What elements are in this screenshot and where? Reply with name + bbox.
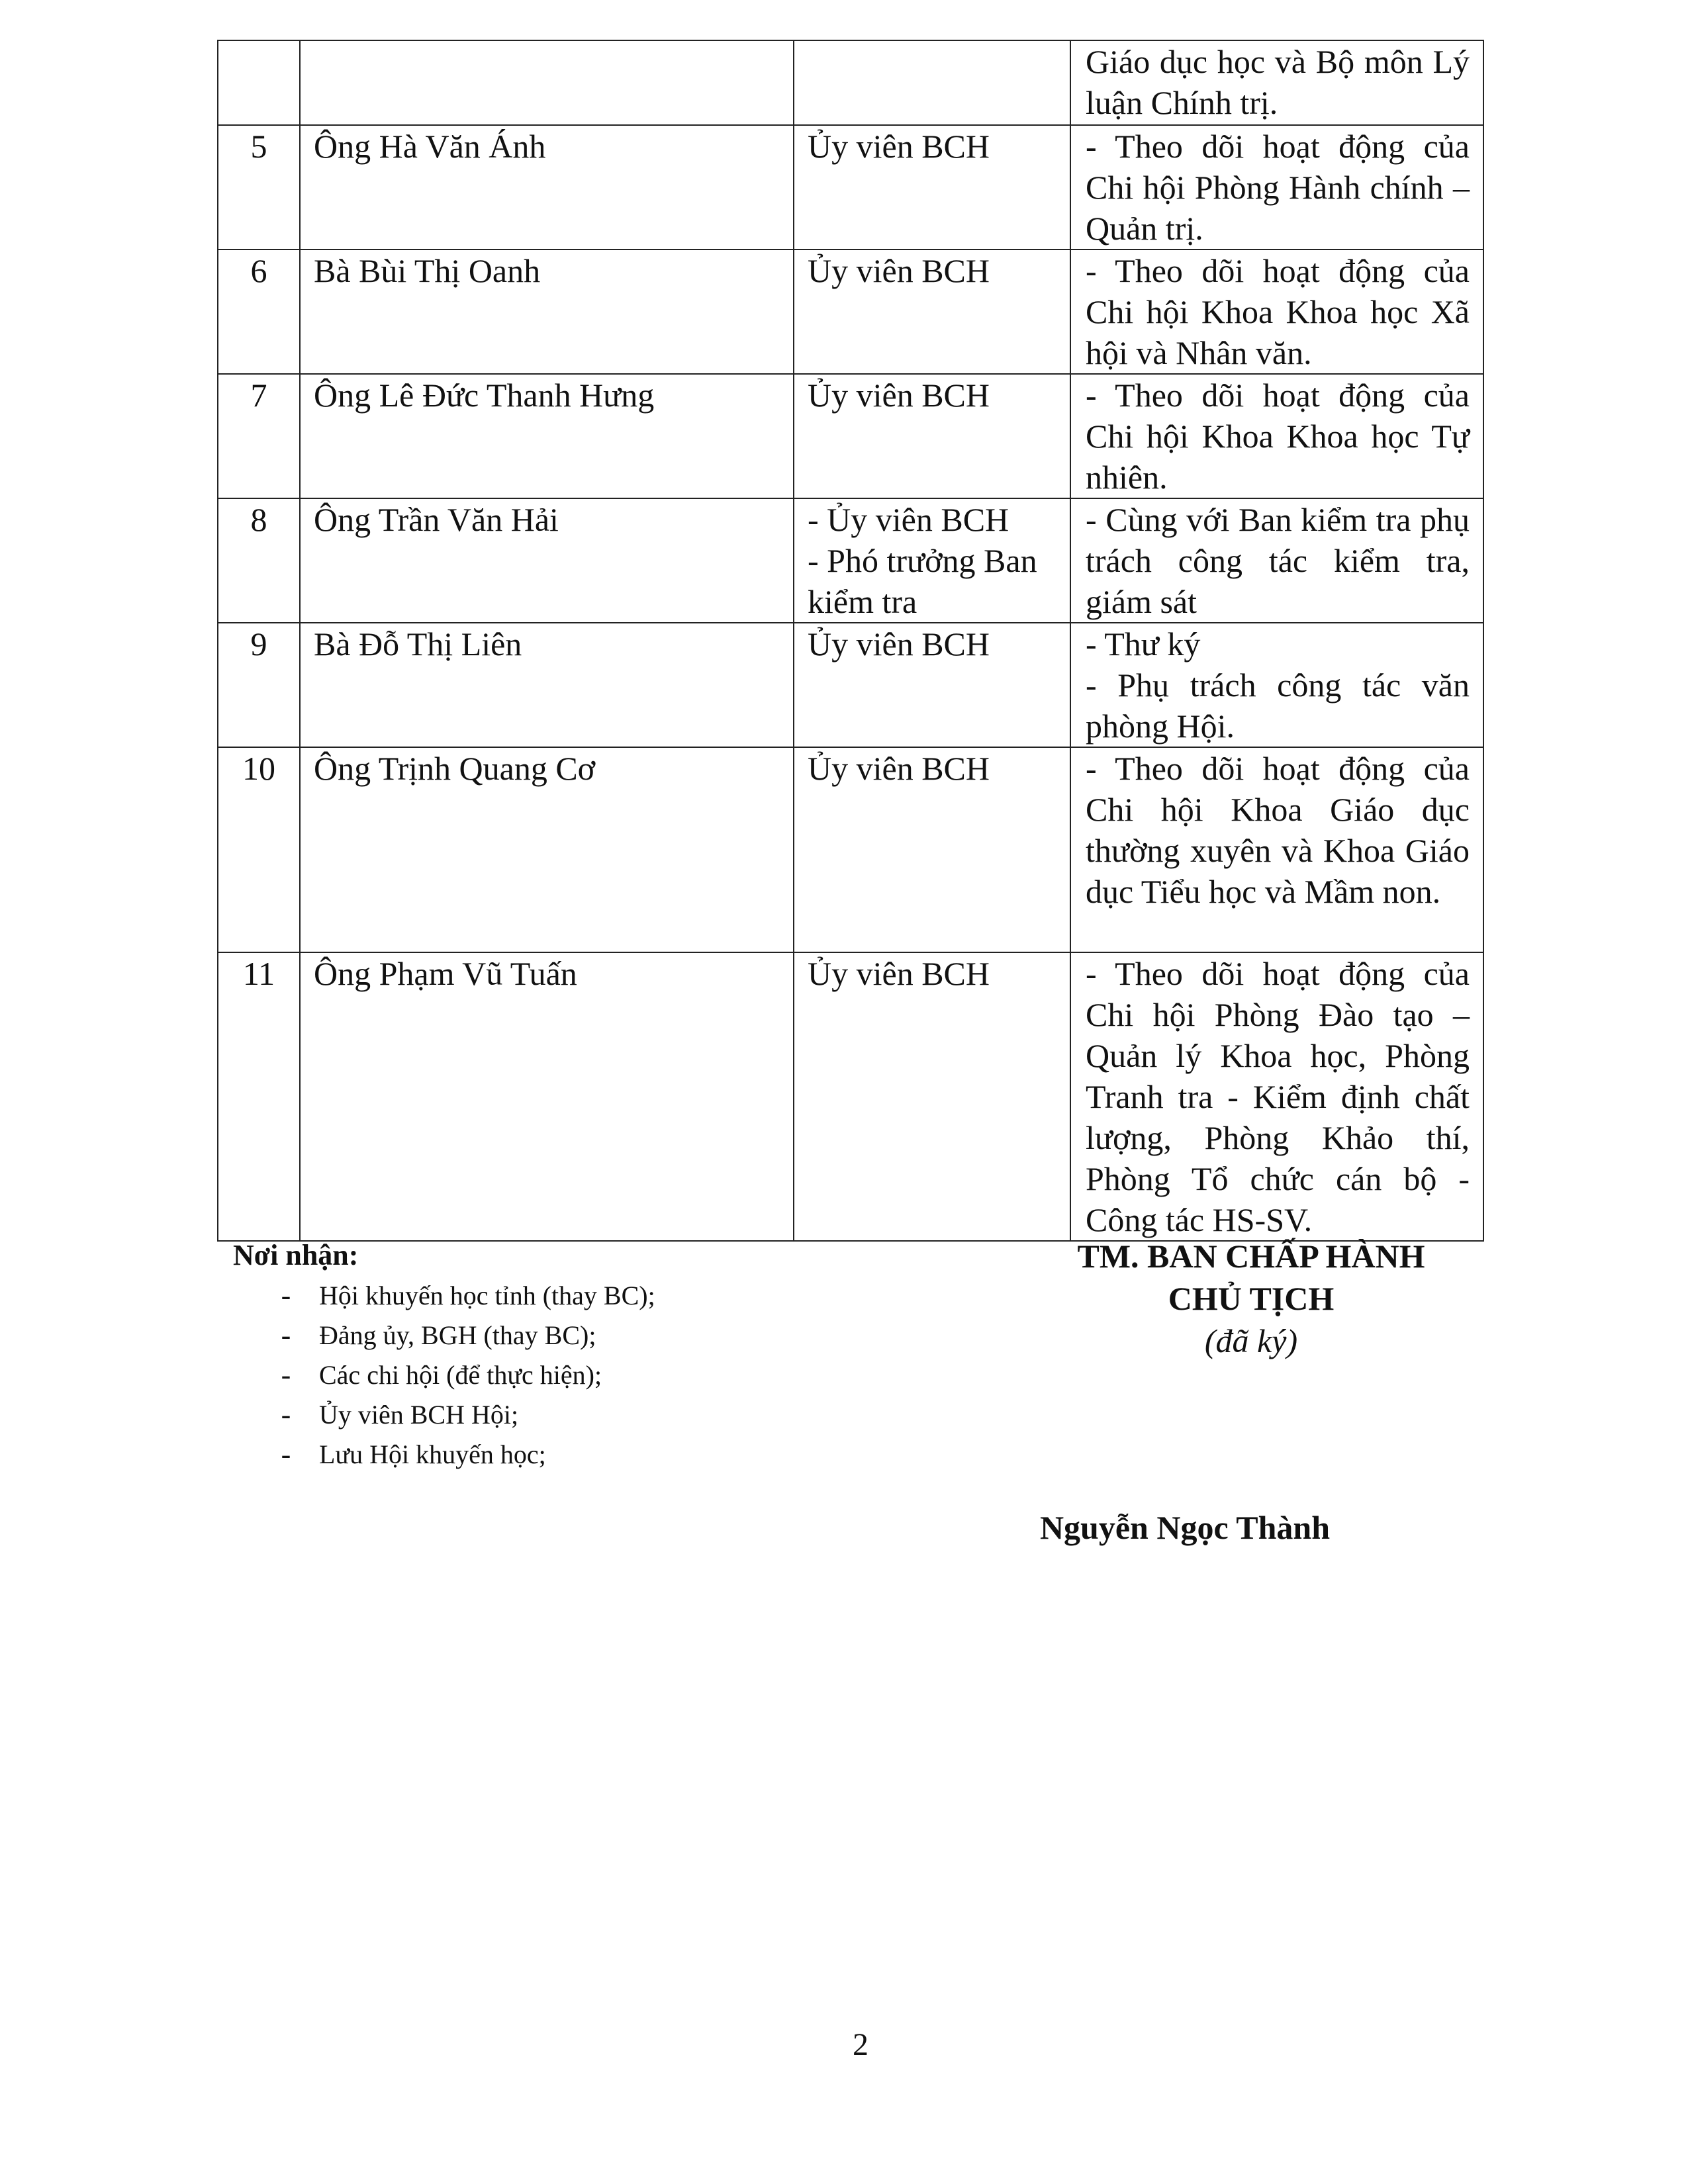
task-line: - Phụ trách công tác văn phòng Hội. xyxy=(1086,666,1470,745)
committee-table xyxy=(217,40,1484,1242)
cell-stt: 8 xyxy=(218,498,300,623)
list-item xyxy=(233,1355,829,1395)
table-row xyxy=(218,747,1483,952)
task-line: - Theo dõi hoạt động của Chi hội Khoa Khoa học Tự nhiên. xyxy=(1086,377,1470,496)
cell-stt: 9 xyxy=(218,623,300,747)
cell-role xyxy=(794,250,1070,374)
cell-name xyxy=(300,40,794,125)
role-line: - Phó trưởng Ban kiểm tra xyxy=(808,542,1037,620)
task-line: - Cùng với Ban kiểm tra phụ trách công tác kiểm tra, giám sát xyxy=(1086,501,1470,620)
cell-role xyxy=(794,374,1070,498)
recipients-list xyxy=(233,1276,829,1475)
signature-block xyxy=(993,1235,1509,1362)
cell-role xyxy=(794,952,1070,1241)
cell-stt: 5 xyxy=(218,125,300,250)
table-row xyxy=(218,374,1483,498)
cell-stt: 6 xyxy=(218,250,300,374)
table-row xyxy=(218,40,1483,125)
dash-marker: - xyxy=(281,1398,291,1431)
committee-table-body xyxy=(218,40,1483,1241)
cell-name: Ông Lê Đức Thanh Hưng xyxy=(300,374,794,498)
signature-note: (đã ký) xyxy=(1204,1322,1298,1359)
cell-task xyxy=(1070,125,1483,250)
task-line: - Theo dõi hoạt động của Chi hội Phòng Đào tạo – Quản lý Khoa học, Phòng Tranh tra - Kiểm định chất lượng, Phòng Khảo thí, Phòng Tổ chức cán bộ - Công tác HS-SV. xyxy=(1086,955,1470,1238)
cell-task xyxy=(1070,952,1483,1241)
task-line: - Theo dõi hoạt động của Chi hội Phòng Hành chính – Quản trị. xyxy=(1086,128,1470,247)
recipients-title: Nơi nhận: xyxy=(233,1239,359,1271)
list-item xyxy=(233,1435,829,1475)
role-line: Ủy viên BCH xyxy=(808,625,990,662)
cell-role xyxy=(794,498,1070,623)
signature-title: TM. BAN CHẤP HÀNH xyxy=(1077,1238,1425,1275)
page-number: 2 xyxy=(853,2027,868,2062)
cell-stt: 11 xyxy=(218,952,300,1241)
cell-stt xyxy=(218,40,300,125)
task-line: - Thư ký xyxy=(1086,625,1201,662)
cell-name: Ông Hà Văn Ánh xyxy=(300,125,794,250)
signature-position: CHỦ TỊCH xyxy=(1168,1280,1335,1317)
recipient-text: Hội khuyến học tỉnh (thay BC); xyxy=(319,1281,655,1310)
cell-role xyxy=(794,623,1070,747)
dash-marker: - xyxy=(281,1438,291,1471)
list-item xyxy=(233,1395,829,1435)
role-line: - Ủy viên BCH xyxy=(808,501,1009,538)
dash-marker: - xyxy=(281,1279,291,1312)
table-row xyxy=(218,952,1483,1241)
cell-role xyxy=(794,747,1070,952)
cell-name: Bà Đỗ Thị Liên xyxy=(300,623,794,747)
list-item xyxy=(233,1316,829,1355)
recipient-text: Đảng ủy, BGH (thay BC); xyxy=(319,1320,596,1350)
cell-role xyxy=(794,125,1070,250)
cell-name: Ông Trần Văn Hải xyxy=(300,498,794,623)
table-row xyxy=(218,125,1483,250)
table-row xyxy=(218,498,1483,623)
role-line: Ủy viên BCH xyxy=(808,252,990,289)
role-line: Ủy viên BCH xyxy=(808,128,990,165)
task-line: Giáo dục học và Bộ môn Lý luận Chính trị. xyxy=(1086,43,1470,121)
recipient-text: Lưu Hội khuyến học; xyxy=(319,1439,546,1469)
dash-marker: - xyxy=(281,1319,291,1351)
cell-name: Ông Trịnh Quang Cơ xyxy=(300,747,794,952)
task-line: - Theo dõi hoạt động của Chi hội Khoa Giáo dục thường xuyên và Khoa Giáo dục Tiểu học và Mầm non. xyxy=(1086,750,1470,910)
cell-task xyxy=(1070,623,1483,747)
task-line: - Theo dõi hoạt động của Chi hội Khoa Khoa học Xã hội và Nhân văn. xyxy=(1086,252,1470,371)
list-item xyxy=(233,1276,829,1316)
role-line: Ủy viên BCH xyxy=(808,955,990,992)
cell-name: Bà Bùi Thị Oanh xyxy=(300,250,794,374)
table-row xyxy=(218,623,1483,747)
recipient-text: Ủy viên BCH Hội; xyxy=(319,1400,519,1430)
cell-role xyxy=(794,40,1070,125)
table-row xyxy=(218,250,1483,374)
cell-stt: 7 xyxy=(218,374,300,498)
cell-name: Ông Phạm Vũ Tuấn xyxy=(300,952,794,1241)
cell-stt: 10 xyxy=(218,747,300,952)
cell-task xyxy=(1070,374,1483,498)
cell-task xyxy=(1070,747,1483,952)
cell-task xyxy=(1070,498,1483,623)
signer-name: Nguyễn Ngọc Thành xyxy=(1039,1509,1331,1546)
cell-task xyxy=(1070,40,1483,125)
recipients-block xyxy=(233,1235,829,1475)
recipient-text: Các chi hội (để thực hiện); xyxy=(319,1360,602,1390)
dash-marker: - xyxy=(281,1359,291,1391)
role-line: Ủy viên BCH xyxy=(808,750,990,787)
role-line: Ủy viên BCH xyxy=(808,377,990,414)
cell-task xyxy=(1070,250,1483,374)
